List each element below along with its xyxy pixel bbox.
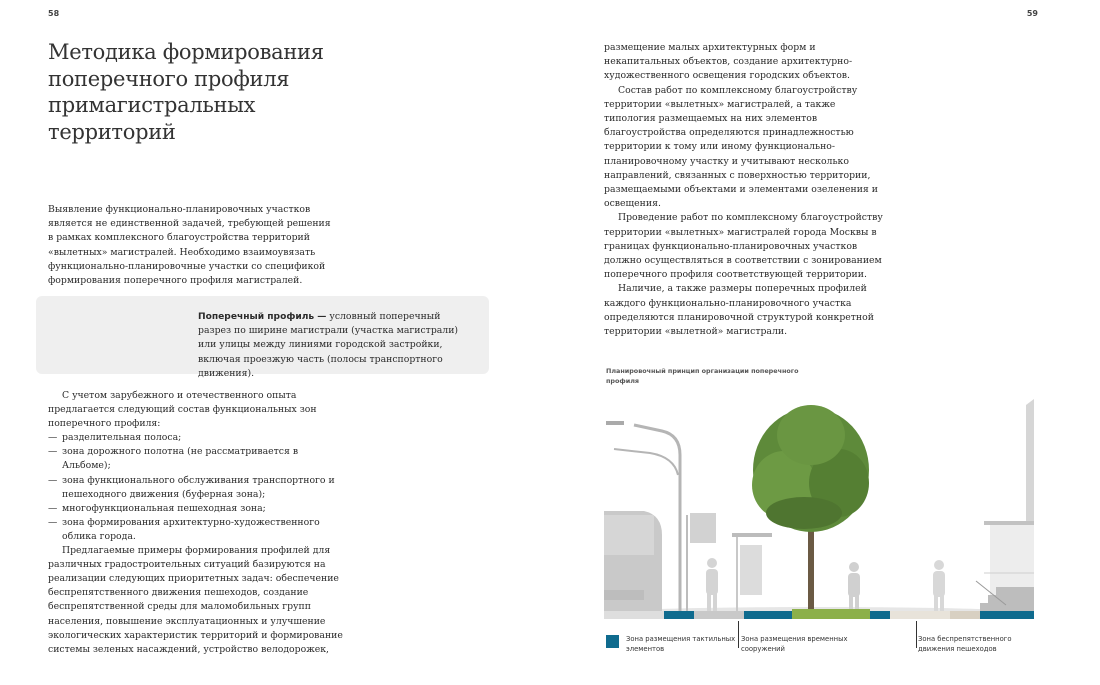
page-number-right: 59 [1026,9,1038,18]
list-item: — зона дорожного полотна (не рассматривается в Альбоме); [48,445,348,473]
definition-text [198,310,474,381]
legend-tactile: Зона размещения тактильных элементов [626,635,736,653]
right-text-column [604,41,886,339]
figure-caption: Планировочный принцип организации поперечного профиля [606,367,799,385]
page-number-left: 58 [48,9,60,18]
dash-marker: — [48,446,58,458]
list-item: — зона формирования архитектурно-художественного облика города. [48,516,348,544]
dash-marker: — [48,474,58,486]
paragraph: Проведение работ по комплексному благоустройству территории «вылетных» магистралей города Москвы в границах функционально-планировочных участков должно осуществляться в соответствии с зонированием поперечного профиля соответствующей территории. [604,212,883,281]
tactile-zone-strip [664,611,694,619]
dash-marker: — [48,502,58,514]
zones-section [48,389,348,657]
paragraph: Наличие, а также размеры поперечных профилей каждого функционально-планировочного участка определяются планировочной структурой конкретной территории «вылетной» магистрали. [604,283,874,338]
dash-marker: — [48,516,58,528]
street-profile-illustration [604,395,1034,627]
legend-pedestrian: Зона беспрепятственного движения пешеходов [918,635,1012,653]
tactile-zone-strip [744,611,792,619]
leader-line [916,621,917,648]
pedestrian-zone-strip [950,611,980,619]
list-item: — зона функционального обслуживания транспортного и пешеходного движения (буферная зона); [48,474,348,502]
temporary-zone-strip [694,611,744,619]
leader-line [738,621,739,648]
zones-intro: С учетом зарубежного и отечественного опыта предлагается следующий состав функциональных зон поперечного профиля: [48,390,317,430]
tactile-zone-strip [870,611,890,619]
page-title: Методика формирования поперечного профиля примагистральных территорий [48,40,324,144]
paragraph: размещение малых архитектурных форм и некапитальных объектов, создание архитектурно-художественного освещения городских объектов. [604,42,853,82]
paragraph: Состав работ по комплексному благоустройству территории «вылетных» магистралей, а также типология размещаемых на них элементов благоустройства определяются принадлежностью территории к тому или иному функционально-планировочному участку и учитывают несколько направлений, связанных с поверхностью территории, размещаемыми объектами и элементами озеленения и освещения. [604,84,878,210]
intro-paragraph: Выявление функционально-планировочных участков является не единственной задачей, требующей решения в рамках комплексного благоустройства территорий «вылетных» магистралей. Необходимо взаимоувязать функционально-планировочные участки со спецификой формирования поперечного профиля магистралей. [48,204,331,287]
definition-term: Поперечный профиль — [198,312,327,322]
list-item: — разделительная полоса; [48,431,348,445]
tactile-zone-strip [980,611,1034,619]
green-zone-strip [792,609,870,619]
tactile-zone-swatch [606,635,619,648]
dash-marker: — [48,432,58,444]
list-item: — многофункциональная пешеходная зона; [48,502,348,516]
tasks-paragraph: Предлагаемые примеры формирования профилей для различных градостроительных ситуаций базируются на реализации следующих приоритетных задач: обеспечение беспрепятственного движения пешеходов, создание беспрепятственной среды для маломобильных групп населения, повышение эксплуатационных и улучшение экологических характеристик территорий и формирование системы зеленых насаждений, устройство велодорожек, [48,545,343,655]
legend-temporary: Зона размещения временных сооружений [741,635,848,653]
bus-silhouette [604,511,662,611]
definition-body: условный поперечный разрез по ширине магистрали (участка магистрали) или улицы между линиями городской застройки, включая проезжую часть (полосы транспортного движения). [198,311,459,379]
